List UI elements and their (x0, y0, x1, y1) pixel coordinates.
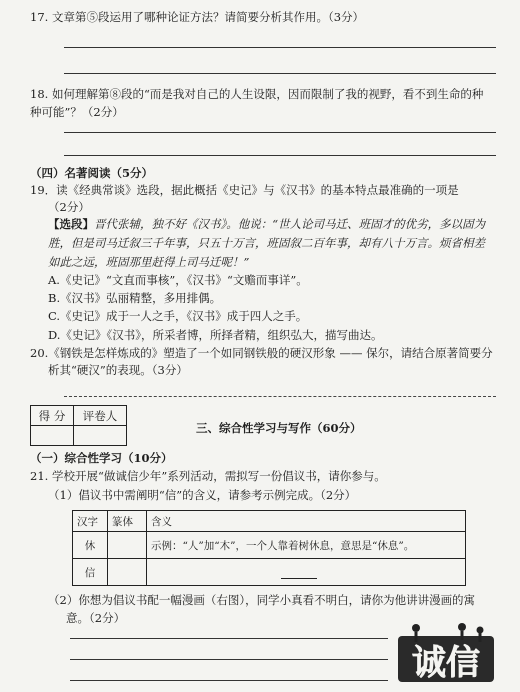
answer-line (64, 155, 496, 156)
header-char: 汉字 (73, 511, 108, 532)
grader-cell[interactable] (74, 426, 127, 446)
char-cell: 休 (73, 532, 108, 559)
option-c: C.《史记》成于一人之手，《汉书》成于四人之手。 (48, 309, 308, 323)
question-19-line-1: 19．读《经典常谈》选段，据此概括《史记》与《汉书》的基本特点最准确的一项是 (30, 183, 459, 197)
excerpt-line-3: 如此之远，班固那里赶得上司马迁呢！” (48, 255, 250, 269)
subsection-1-title: （一）综合性学习（10分） (30, 451, 173, 465)
option-a: A.《史记》“文直而事核”，《汉书》“文赡而事详”。 (48, 273, 308, 287)
question-21-1: （1）倡议书中需阐明“信”的含义，请参考示例完成。（2分） (48, 488, 357, 502)
question-21-2-line-2: 意。（2分） (66, 611, 126, 625)
answer-line (70, 659, 388, 660)
answer-blank (281, 578, 317, 579)
question-17: 17. 文章第⑤段运用了哪种论证方法？请简要分析其作用。（3分） (30, 10, 365, 24)
question-20-line-1: 20.《钢铁是怎样炼成的》塑造了一个如同钢铁般的硬汉形象 —— 保尔，请结合原著简要分 (30, 346, 493, 360)
excerpt-line-2: 胜，但是司马迁叙三千年事，只五十万言，班固叙二百年事，却有八十万言。烦省相差 (48, 236, 485, 250)
part-3-title: 三、综合性学习与写作（60分） (196, 421, 362, 435)
answer-line (70, 680, 388, 681)
cartoon-characters: 诚信 (412, 643, 480, 683)
question-21-2-line-1: （2）你想为倡议书配一幅漫画（右图），同学小真看不明白，请你为他讲讲漫画的寓 (48, 593, 476, 607)
answer-line (70, 638, 388, 639)
figure-head (412, 624, 420, 632)
figure-head (477, 627, 484, 634)
question-20-line-2: 析其“硬汉”的表现。（3分） (48, 363, 188, 377)
score-cell[interactable] (31, 426, 74, 446)
header-meaning: 含义 (147, 511, 466, 532)
question-18-line-1: 18. 如何理解第⑧段的“而是我对自己的人生设限，因而限制了我的视野，看不到生命的种 (30, 87, 484, 101)
cartoon-drawing (396, 618, 496, 684)
answer-line (64, 47, 496, 48)
score-header: 得 分 (31, 406, 74, 426)
answer-line (64, 73, 496, 74)
question-21: 21. 学校开展“做诚信少年”系列活动，需拟写一份倡议书，请你参与。 (30, 469, 386, 483)
char-cell: 信 (73, 559, 108, 586)
answer-line (64, 396, 496, 397)
excerpt-text: 晋代张辅，独不好《汉书》。他说：“世人论司马迁、班固才的优劣，多以固为 (94, 217, 486, 231)
answer-line (64, 132, 496, 133)
question-19-line-2: （2分） (48, 200, 90, 214)
score-table (30, 405, 127, 446)
meaning-cell: 示例：“人”加“木”，一个人靠着树休息，意思是“休息”。 (147, 532, 466, 559)
excerpt-line-1 (48, 216, 485, 232)
header-seal: 篆体 (108, 511, 147, 532)
meaning-answer-cell[interactable] (147, 559, 466, 586)
grader-header: 评卷人 (74, 406, 127, 426)
integrity-cartoon (396, 618, 496, 684)
definition-table (72, 510, 466, 586)
seal-cell[interactable] (108, 559, 147, 586)
option-b: B.《汉书》弘丽精整，多用排偶。 (48, 291, 222, 305)
option-d: D.《史记》《汉书》，所采者博，所择者精，组织弘大，描写曲达。 (48, 328, 383, 342)
section-4-title: （四）名著阅读（5分） (30, 166, 154, 180)
figure-head (458, 623, 466, 631)
question-18-line-2: 种可能”？（2分） (30, 105, 124, 119)
excerpt-label: 【选段】 (48, 217, 94, 231)
seal-cell (108, 532, 147, 559)
